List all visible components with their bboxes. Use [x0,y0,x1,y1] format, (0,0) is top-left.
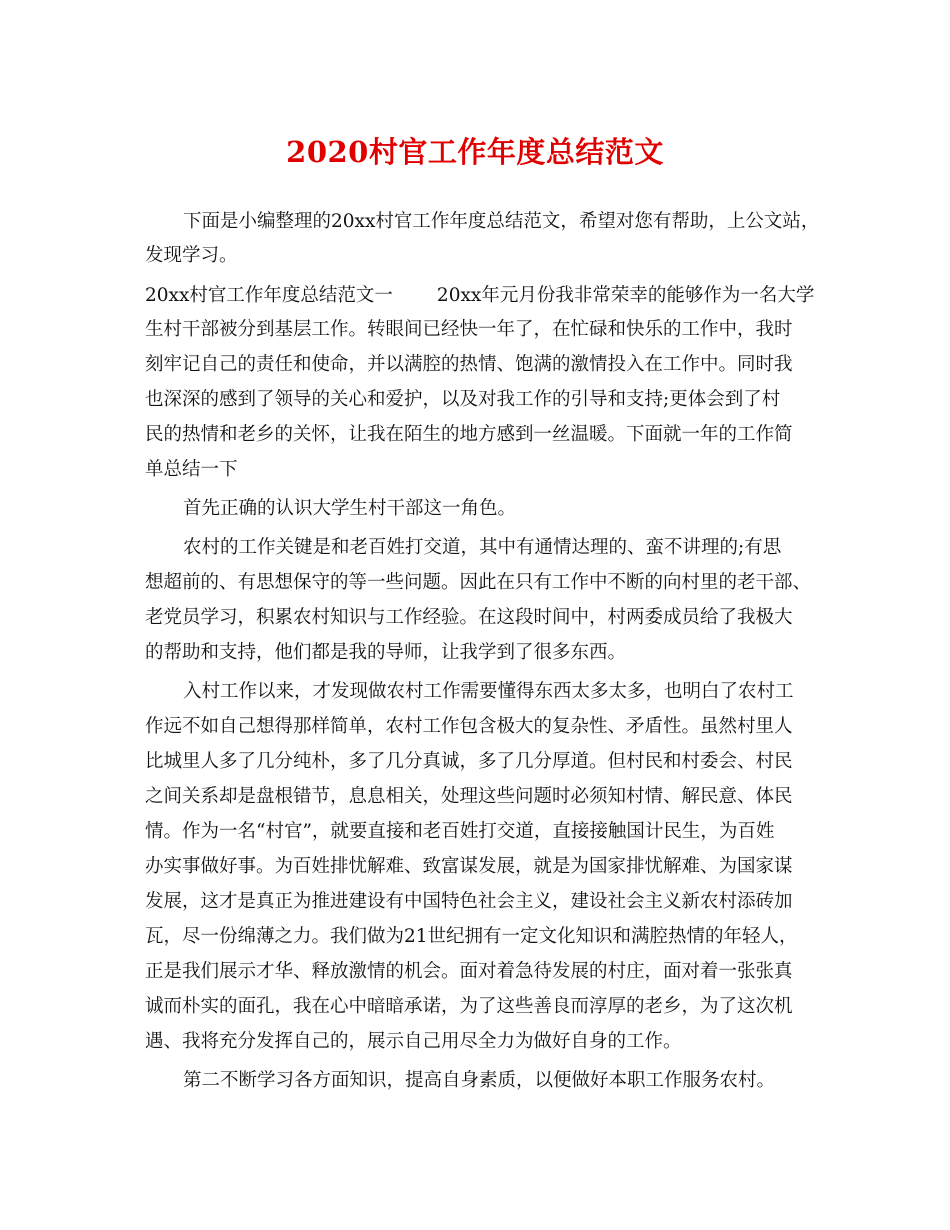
text-line: 民的热情和老乡的关怀，让我在陌生的地方感到一丝温暖。下面就一年的工作简 [145,424,793,445]
text-line: 刻牢记自己的责任和使命，并以满腔的热情、饱满的激情投入在工作中。同时我 [145,354,793,375]
text-line: 正是我们展示才华、释放激情的机会。面对着急待发展的村庄，面对着一张张真 [145,961,793,982]
text-line: 也深深的感到了领导的关心和爱护，以及对我工作的引导和支持;更体会到了村 [145,389,781,410]
text-line: 发现学习。 [145,245,238,266]
text-line: 下面是小编整理的20xx村官工作年度总结范文，希望对您有帮助，上公文站， [183,211,820,232]
text-line: 首先正确的认识大学生村干部这一角色。 [183,498,517,519]
text-line: 瓦，尽一份绵薄之力。我们做为21世纪拥有一定文化知识和满腔热情的年轻人， [145,926,798,947]
document-title: 2020村官工作年度总结范文 [286,135,664,169]
text-line: 情。作为一名“村官”，就要直接和老百姓打交道，直接接触国计民生，为百姓 [145,821,775,842]
text-line: 第二不断学习各方面知识，提高自身素质，以便做好本职工作服务农村。 [183,1070,776,1091]
text-line: 作远不如自己想得那样简单，农村工作包含极大的复杂性、矛盾性。虽然村里人 [145,716,793,737]
text-line: 想超前的、有思想保守的等一些问题。因此在只有工作中不断的向村里的老干部、 [145,572,812,593]
text-line: 办实事做好事。为百姓排忧解难、致富谋发展，就是为国家排忧解难、为国家谋 [145,856,793,877]
text-line: 发展，这才是真正为推进建设有中国特色社会主义，建设社会主义新农村添砖加 [145,891,793,912]
text-line: 生村干部被分到基层工作。转眼间已经快一年了，在忙碌和快乐的工作中，我时 [145,319,793,340]
paragraph-start: 20xx年元月份我非常荣幸的能够作为一名大学 [436,285,815,306]
text-line: 老党员学习，积累农村知识与工作经验。在这段时间中，村两委成员给了我极大 [145,607,793,628]
text-line: 的帮助和支持，他们都是我的导师，让我学到了很多东西。 [145,642,627,663]
section-heading: 20xx村官工作年度总结范文一 [145,285,393,306]
text-line: 诚而朴实的面孔，我在心中暗暗承诺，为了这些善良而淳厚的老乡，为了这次机 [145,996,793,1017]
text-line: 之间关系却是盘根错节，息息相关，处理这些问题时必须知村情、解民意、体民 [145,786,793,807]
text-line: 遇、我将充分发挥自己的，展示自己用尽全力为做好自身的工作。 [145,1031,682,1052]
text-line: 农村的工作关键是和老百姓打交道，其中有通情达理的、蛮不讲理的;有思 [183,537,782,558]
text-line-mixed [145,283,814,309]
text-line: 比城里人多了几分纯朴，多了几分真诚，多了几分厚道。但村民和村委会、村民 [145,751,793,772]
text-line: 单总结一下 [145,459,238,480]
text-line: 入村工作以来，才发现做农村工作需要懂得东西太多太多，也明白了农村工 [183,681,794,702]
